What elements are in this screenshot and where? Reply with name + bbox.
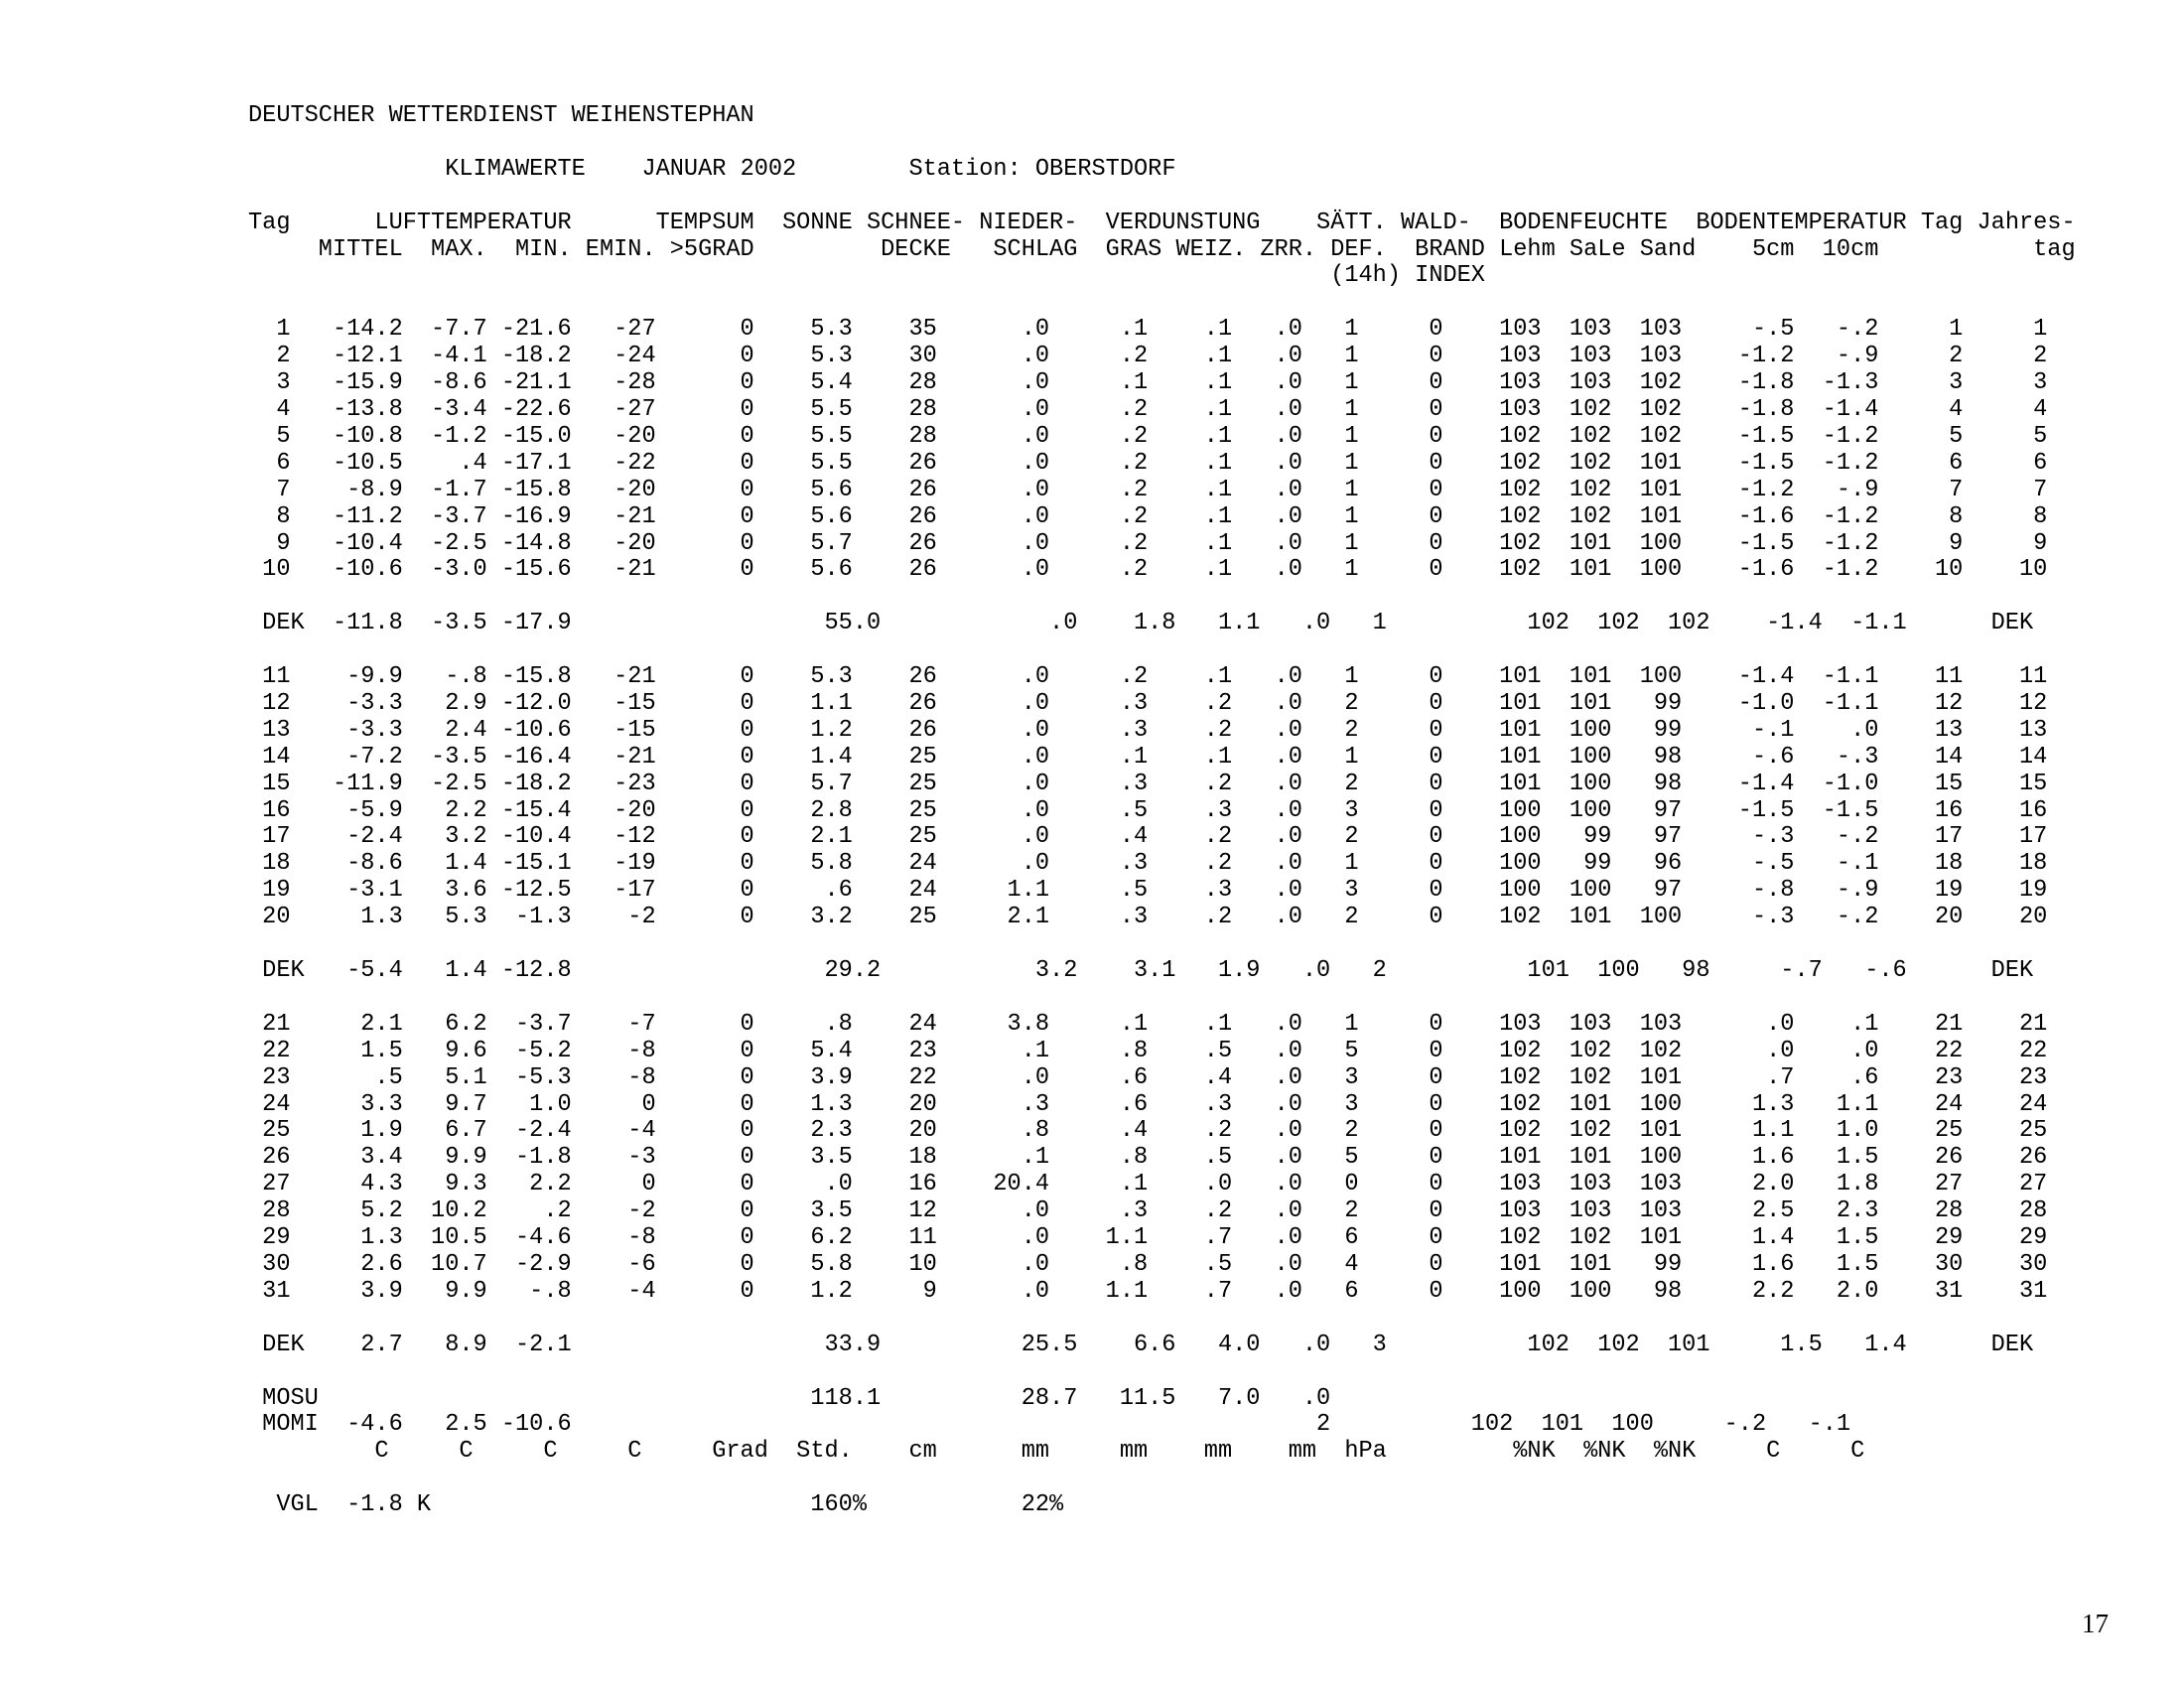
units-row: C C C C Grad Std. cm mm mm mm mm hPa %NK %NK %NK C C bbox=[248, 1438, 1865, 1466]
header-line-3: (14h) INDEX bbox=[248, 262, 1485, 290]
climate-report bbox=[248, 103, 2076, 1519]
header-line-2: MITTEL MAX. MIN. EMIN. >5GRAD DECKE SCHLAG GRAS WEIZ. ZRR. DEF. BRAND Lehm SaLe Sand 5cm 10cm tag bbox=[248, 235, 2076, 263]
table-row: 4 -13.8 -3.4 -22.6 -27 0 5.5 28 .0 .2 .1 .0 1 0 103 102 102 -1.8 -1.4 4 4 bbox=[248, 395, 2048, 423]
table-row: 12 -3.3 2.9 -12.0 -15 0 1.1 26 .0 .3 .2 .0 2 0 101 101 99 -1.0 -1.1 12 12 bbox=[248, 689, 2048, 717]
table-row: 15 -11.9 -2.5 -18.2 -23 0 5.7 25 .0 .3 .2 .0 2 0 101 100 98 -1.4 -1.0 15 15 bbox=[248, 770, 2048, 797]
table-row: 29 1.3 10.5 -4.6 -8 0 6.2 11 .0 1.1 .7 .0 6 0 102 102 101 1.4 1.5 29 29 bbox=[248, 1224, 2048, 1252]
header-line-1: Tag LUFTTEMPERATUR TEMPSUM SONNE SCHNEE- NIEDER- VERDUNSTUNG SÄTT. WALD- BODENFEUCHTE BODENTEMPERATUR Tag Jahres- bbox=[248, 209, 2076, 236]
report-subtitle bbox=[248, 156, 445, 183]
table-row: 3 -15.9 -8.6 -21.1 -28 0 5.4 28 .0 .1 .1 .0 1 0 103 103 102 -1.8 -1.3 3 3 bbox=[248, 369, 2048, 397]
table-row: 14 -7.2 -3.5 -16.4 -21 0 1.4 25 .0 .1 .1 .0 1 0 101 100 98 -.6 -.3 14 14 bbox=[248, 743, 2048, 771]
table-row: 19 -3.1 3.6 -12.5 -17 0 .6 24 1.1 .5 .3 .0 3 0 100 100 97 -.8 -.9 19 19 bbox=[248, 877, 2048, 905]
dekade-summary-1: DEK -11.8 -3.5 -17.9 55.0 .0 1.8 1.1 .0 1 102 102 102 -1.4 -1.1 DEK bbox=[248, 610, 2034, 637]
table-row: 25 1.9 6.7 -2.4 -4 0 2.3 20 .8 .4 .2 .0 2 0 102 102 101 1.1 1.0 25 25 bbox=[248, 1117, 2048, 1145]
table-row: 9 -10.4 -2.5 -14.8 -20 0 5.7 26 .0 .2 .1 .0 1 0 102 101 100 -1.5 -1.2 9 9 bbox=[248, 529, 2048, 557]
dekade-summary-3: DEK 2.7 8.9 -2.1 33.9 25.5 6.6 4.0 .0 3 102 102 101 1.5 1.4 DEK bbox=[248, 1331, 2034, 1358]
table-row: 2 -12.1 -4.1 -18.2 -24 0 5.3 30 .0 .2 .1 .0 1 0 103 103 103 -1.2 -.9 2 2 bbox=[248, 343, 2048, 370]
table-row: 31 3.9 9.9 -.8 -4 0 1.2 9 .0 1.1 .7 .0 6 0 100 100 98 2.2 2.0 31 31 bbox=[248, 1277, 2048, 1305]
table-row: 7 -8.9 -1.7 -15.8 -20 0 5.6 26 .0 .2 .1 .0 1 0 102 102 101 -1.2 -.9 7 7 bbox=[248, 476, 2048, 503]
table-row: 5 -10.8 -1.2 -15.0 -20 0 5.5 28 .0 .2 .1 .0 1 0 102 102 102 -1.5 -1.2 5 5 bbox=[248, 422, 2048, 450]
table-row: 27 4.3 9.3 2.2 0 0 .0 16 20.4 .1 .0 .0 0 0 103 103 103 2.0 1.8 27 27 bbox=[248, 1171, 2048, 1198]
table-row: 28 5.2 10.2 .2 -2 0 3.5 12 .0 .3 .2 .0 2 0 103 103 103 2.5 2.3 28 28 bbox=[248, 1197, 2048, 1225]
table-row: 8 -11.2 -3.7 -16.9 -21 0 5.6 26 .0 .2 .1 .0 1 0 102 102 101 -1.6 -1.2 8 8 bbox=[248, 502, 2048, 530]
month-sum-row: MOSU 118.1 28.7 11.5 7.0 .0 bbox=[248, 1384, 1331, 1412]
table-row: 20 1.3 5.3 -1.3 -2 0 3.2 25 2.1 .3 .2 .0 2 0 102 101 100 -.3 -.2 20 20 bbox=[248, 904, 2048, 931]
page-number: 17 bbox=[2082, 1609, 2109, 1638]
dekade-summary-2: DEK -5.4 1.4 -12.8 29.2 3.2 3.1 1.9 .0 2 101 100 98 -.7 -.6 DEK bbox=[248, 957, 2034, 984]
table-row: 26 3.4 9.9 -1.8 -3 0 3.5 18 .1 .8 .5 .0 5 0 101 101 100 1.6 1.5 26 26 bbox=[248, 1144, 2048, 1172]
table-row: 24 3.3 9.7 1.0 0 0 1.3 20 .3 .6 .3 .0 3 0 102 101 100 1.3 1.1 24 24 bbox=[248, 1090, 2048, 1118]
org-title: DEUTSCHER WETTERDIENST WEIHENSTEPHAN bbox=[248, 102, 754, 129]
table-row: 11 -9.9 -.8 -15.8 -21 0 5.3 26 .0 .2 .1 .0 1 0 101 101 100 -1.4 -1.1 11 11 bbox=[248, 663, 2048, 691]
table-row: 30 2.6 10.7 -2.9 -6 0 5.8 10 .0 .8 .5 .0 4 0 101 101 99 1.6 1.5 30 30 bbox=[248, 1250, 2048, 1278]
table-row: 16 -5.9 2.2 -15.4 -20 0 2.8 25 .0 .5 .3 .0 3 0 100 100 97 -1.5 -1.5 16 16 bbox=[248, 796, 2048, 824]
table-row: 18 -8.6 1.4 -15.1 -19 0 5.8 24 .0 .3 .2 .0 1 0 100 99 96 -.5 -.1 18 18 bbox=[248, 850, 2048, 878]
month-mean-row: MOMI -4.6 2.5 -10.6 2 102 101 100 -.2 -.1 bbox=[248, 1411, 1851, 1439]
report-title: KLIMAWERTE JANUAR 2002 Station: OBERSTDORF bbox=[445, 155, 1176, 183]
table-row: 10 -10.6 -3.0 -15.6 -21 0 5.6 26 .0 .2 .1 .0 1 0 102 101 100 -1.6 -1.2 10 10 bbox=[248, 556, 2048, 584]
table-row: 6 -10.5 .4 -17.1 -22 0 5.5 26 .0 .2 .1 .0 1 0 102 102 101 -1.5 -1.2 6 6 bbox=[248, 449, 2048, 477]
comparison-row: VGL -1.8 K 160% 22% bbox=[248, 1491, 1064, 1519]
table-row: 1 -14.2 -7.7 -21.6 -27 0 5.3 35 .0 .1 .1 .0 1 0 103 103 103 -.5 -.2 1 1 bbox=[248, 316, 2048, 344]
table-row: 17 -2.4 3.2 -10.4 -12 0 2.1 25 .0 .4 .2 .0 2 0 100 99 97 -.3 -.2 17 17 bbox=[248, 823, 2048, 851]
table-row: 13 -3.3 2.4 -10.6 -15 0 1.2 26 .0 .3 .2 .0 2 0 101 100 99 -.1 .0 13 13 bbox=[248, 716, 2048, 744]
table-row: 22 1.5 9.6 -5.2 -8 0 5.4 23 .1 .8 .5 .0 5 0 102 102 102 .0 .0 22 22 bbox=[248, 1037, 2048, 1064]
table-row: 23 .5 5.1 -5.3 -8 0 3.9 22 .0 .6 .4 .0 3 0 102 102 101 .7 .6 23 23 bbox=[248, 1063, 2048, 1091]
table-row: 21 2.1 6.2 -3.7 -7 0 .8 24 3.8 .1 .1 .0 1 0 103 103 103 .0 .1 21 21 bbox=[248, 1010, 2048, 1038]
